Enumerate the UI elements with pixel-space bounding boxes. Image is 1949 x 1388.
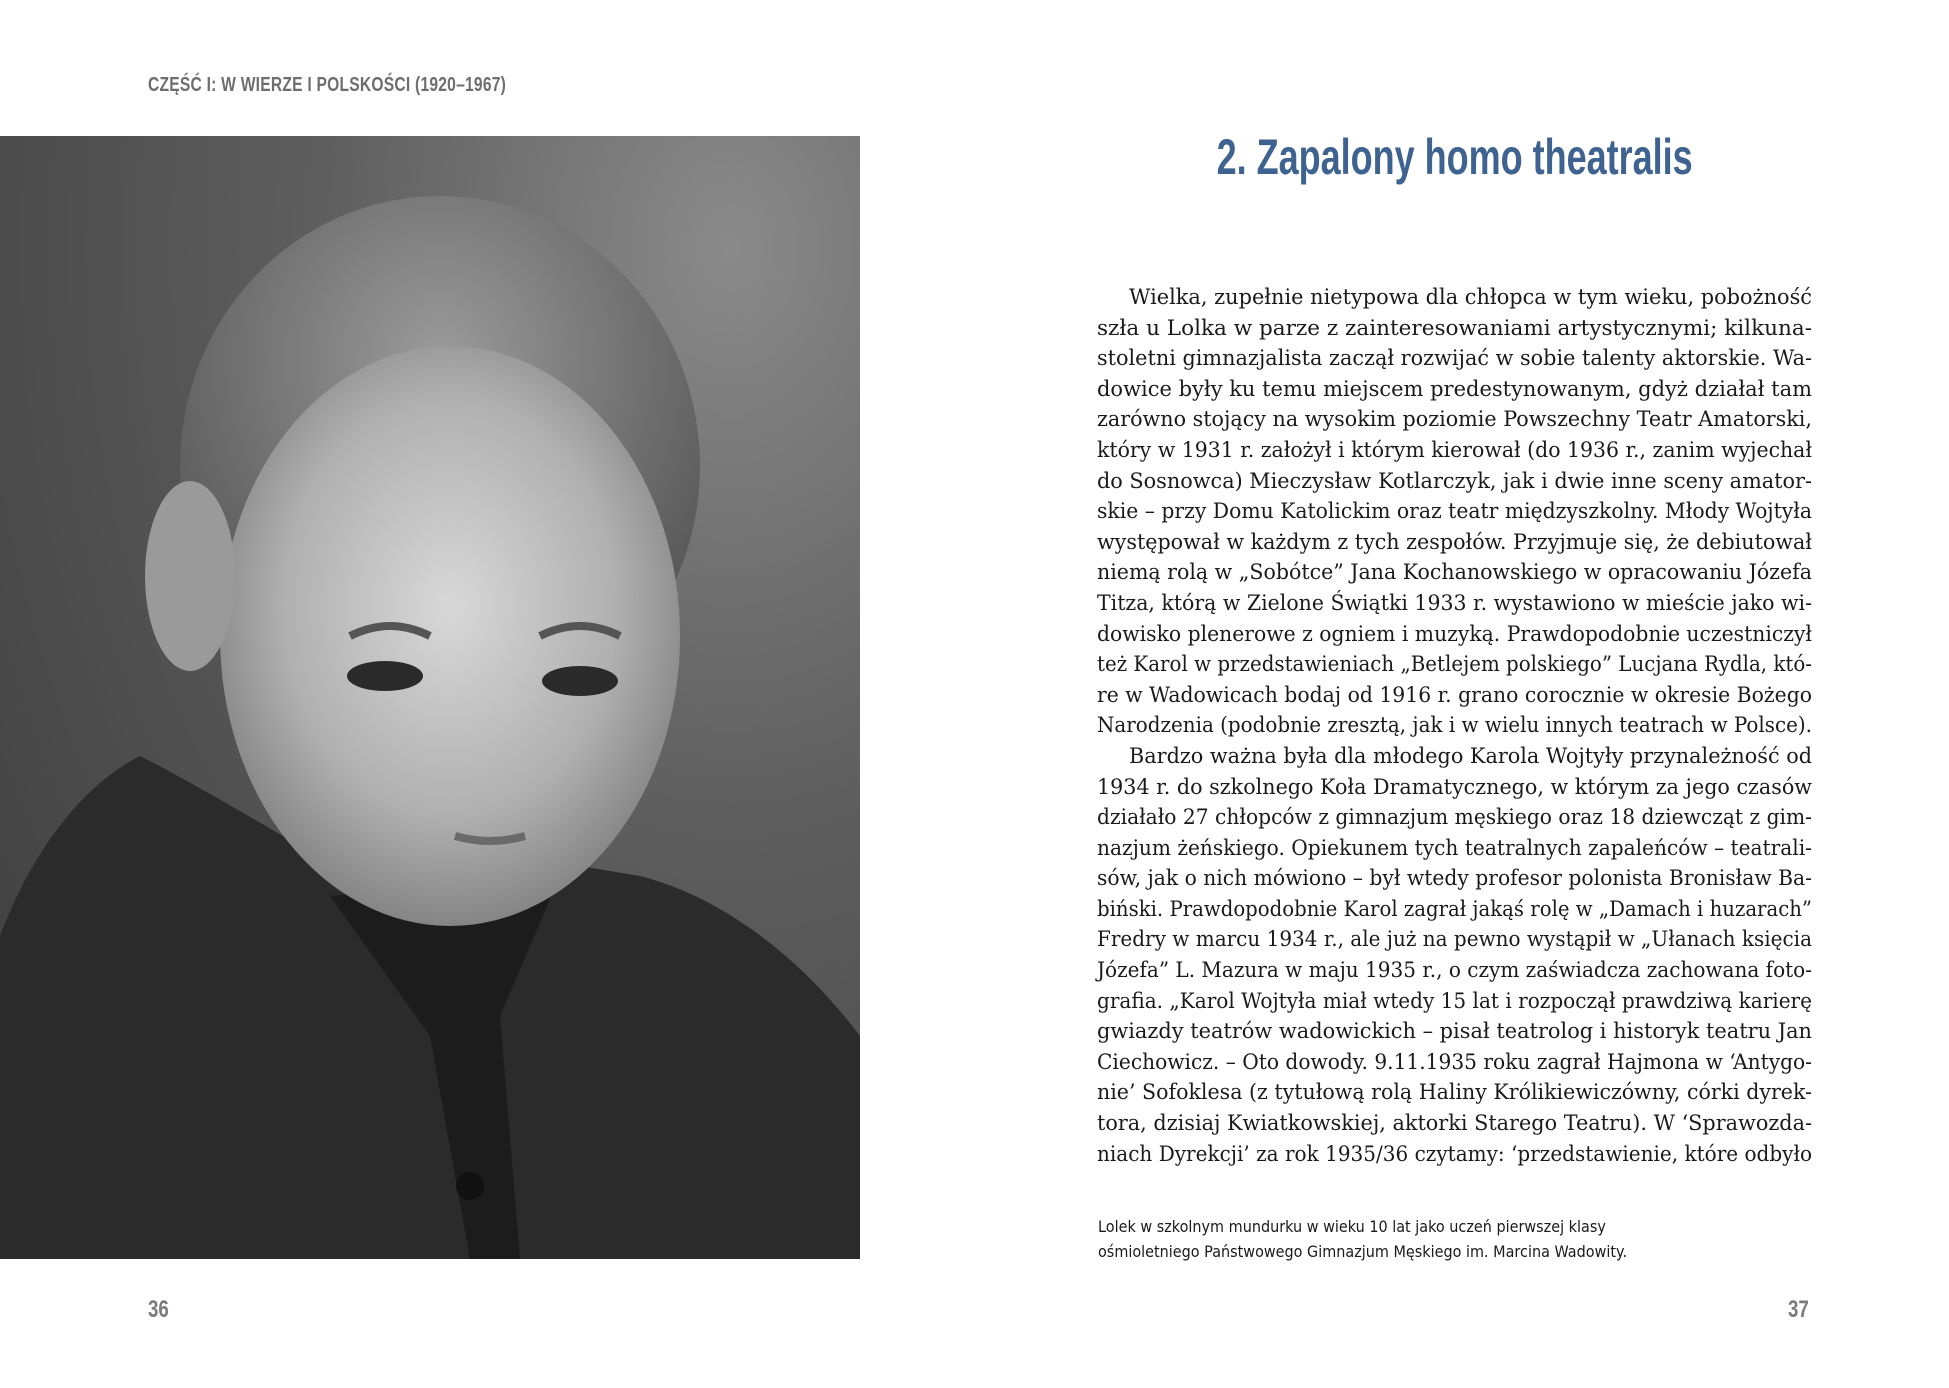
portrait-illustration (0, 136, 860, 1259)
body-line (1097, 710, 1812, 741)
page-number-right: 37 (1788, 1296, 1809, 1323)
body-line-text: tora, dzisiaj Kwiatkowskiej, aktorki Starego Teatru). W ‘Sprawozda- (1097, 1111, 1812, 1136)
body-line (1097, 802, 1812, 833)
body-line (1097, 527, 1812, 558)
body-line-text: niemą rolą w „Sobótce” Jana Kochanowskiego w opracowaniu Józefa (1097, 560, 1812, 585)
body-line (1097, 986, 1812, 1017)
body-line-text: Fredry w marcu 1934 r., ale już na pewno wystąpił w „Ułanach księcia (1097, 927, 1812, 952)
body-line-text: Ciechowicz. – Oto dowody. 9.11.1935 roku zagrał Hajmona w ‘Antygo- (1097, 1049, 1812, 1074)
body-line (1097, 557, 1812, 588)
body-line (1097, 680, 1812, 711)
chapter-title-text: 2. Zapalony homo theatralis (1216, 129, 1693, 185)
body-line (1097, 1108, 1812, 1139)
photo-caption (1098, 1214, 1686, 1264)
body-line-text: zarówno stojący na wysokim poziomie Powszechny Teatr Amatorski, (1097, 407, 1812, 432)
body-line (1097, 833, 1812, 864)
body-line-text: skie – przy Domu Katolickim oraz teatr międzyszkolny. Młody Wojtyła (1097, 499, 1812, 524)
body-line-text: re w Wadowicach bodaj od 1916 r. grano corocznie w okresie Bożego (1097, 682, 1812, 707)
body-line (1097, 649, 1812, 680)
body-line (1097, 955, 1812, 986)
chapter-title (1097, 128, 1812, 186)
body-line (1097, 343, 1812, 374)
caption-line: Lolek w szkolnym mundurku w wieku 10 lat jako uczeń pierwszej klasy (1098, 1217, 1606, 1236)
body-line-text: sów, jak o nich mówiono – był wtedy profesor polonista Bronisław Ba- (1097, 866, 1812, 891)
body-line (1097, 588, 1812, 619)
body-line-text: niach Dyrekcji’ za rok 1935/36 czytamy: ‘przedstawienie, które odbyło (1097, 1141, 1812, 1166)
body-line-text: Józefa” L. Mazura w maju 1935 r., o czym zaświadcza zachowana foto- (1097, 958, 1812, 983)
body-text (1097, 282, 1812, 1169)
body-line-text: szła u Lolka w parze z zainteresowaniami artystycznymi; kilkuna- (1097, 315, 1812, 340)
body-line-text: Wielka, zupełnie nietypowa dla chłopca w tym wieku, pobożność (1129, 285, 1812, 309)
body-line (1097, 313, 1812, 344)
body-line-text: działało 27 chłopców z gimnazjum męskiego oraz 18 dziewcząt z gim- (1097, 805, 1812, 830)
body-line (1097, 863, 1812, 894)
body-line-text: grafia. „Karol Wojtyła miał wtedy 15 lat i rozpoczął prawdziwą karierę (1097, 988, 1812, 1013)
body-line (1097, 282, 1812, 313)
body-line-text: do Sosnowca) Mieczysław Kotlarczyk, jak i dwie inne sceny amator- (1097, 468, 1812, 493)
body-line (1097, 496, 1812, 527)
body-line-text: gwiazdy teatrów wadowickich – pisał teatrolog i historyk teatru Jan (1097, 1019, 1812, 1044)
caption-line: ośmioletniego Państwowego Gimnazjum Męskiego im. Marcina Wadowity. (1098, 1242, 1628, 1261)
body-line-text: nazjum żeńskiego. Opiekunem tych teatralnych zapaleńców – teatrali- (1097, 835, 1812, 860)
body-line (1097, 924, 1812, 955)
body-line (1097, 1077, 1812, 1108)
body-line-text: Narodzenia (podobnie zresztą, jak i w wielu innych teatrach w Polsce). (1097, 713, 1812, 738)
body-line-text: stoletni gimnazjalista zaczął rozwijać w sobie talenty aktorskie. Wa- (1097, 346, 1812, 371)
body-line (1097, 435, 1812, 466)
running-header: CZĘŚĆ I: W WIERZE I POLSKOŚCI (1920–1967) (148, 74, 507, 96)
body-line-text: Bardzo ważna była dla młodego Karola Wojtyły przynależność od (1129, 743, 1812, 768)
body-line-text: występował w każdym z tych zespołów. Przyjmuje się, że debiutował (1097, 529, 1812, 554)
body-line-text: nie’ Sofoklesa (z tytułową rolą Haliny Królikiewiczówny, córki dyrek- (1097, 1080, 1812, 1105)
body-line-text: który w 1931 r. założył i którym kierował (do 1936 r., zanim wyjechał (1097, 437, 1812, 462)
body-line (1097, 466, 1812, 497)
body-line (1097, 1139, 1812, 1170)
portrait-photo (0, 136, 860, 1259)
body-line-text: też Karol w przedstawieniach „Betlejem polskiego” Lucjana Rydla, któ- (1097, 652, 1812, 677)
body-line (1097, 894, 1812, 925)
body-line-text: dowice były ku temu miejscem predestynowanym, gdyż działał tam (1097, 376, 1812, 401)
body-line-text: dowisko plenerowe z ogniem i muzyką. Prawdopodobnie uczestniczył (1097, 621, 1812, 646)
body-line (1097, 619, 1812, 650)
body-line (1097, 741, 1812, 772)
body-line (1097, 374, 1812, 405)
body-line (1097, 1047, 1812, 1078)
body-line (1097, 772, 1812, 803)
body-line-text: Titza, którą w Zielone Świątki 1933 r. wystawiono w mieście jako wi- (1097, 590, 1812, 615)
body-line-text: biński. Prawdopodobnie Karol zagrał jakąś rolę w „Damach i huzarach” (1097, 896, 1812, 921)
body-line (1097, 1016, 1812, 1047)
body-line-text: 1934 r. do szkolnego Koła Dramatycznego, w którym za jego czasów (1097, 774, 1812, 799)
page-number-left: 36 (148, 1296, 169, 1323)
body-line (1097, 404, 1812, 435)
